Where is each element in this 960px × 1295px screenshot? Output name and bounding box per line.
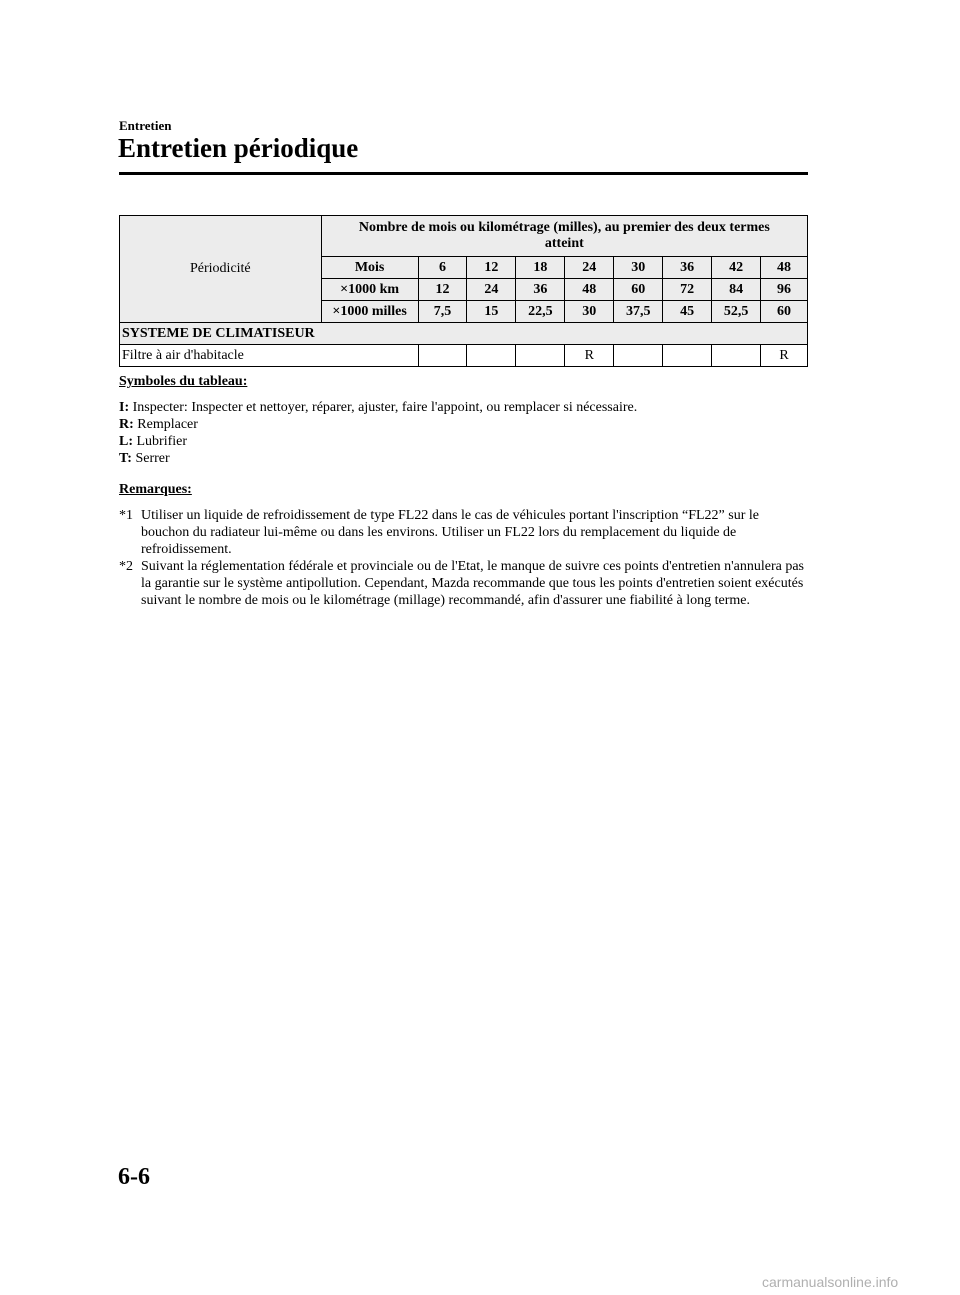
- row-label: ×1000 km: [321, 279, 418, 301]
- section-label: Entretien: [119, 118, 172, 133]
- list-item: [119, 558, 819, 609]
- legend-text: Inspecter: Inspecter et nettoyer, réparer, ajuster, faire l'appoint, ou remplacer si nécessaire.: [132, 400, 638, 415]
- table-cell: 24: [565, 257, 614, 279]
- legend-text: Remplacer: [137, 417, 198, 432]
- table-cell: 48: [761, 257, 808, 279]
- legend-symbol: R:: [119, 417, 134, 432]
- table-cell: 84: [712, 279, 761, 301]
- table-cell: 18: [516, 257, 565, 279]
- row-label: ×1000 milles: [321, 301, 418, 323]
- legend-symbol: T:: [119, 451, 132, 466]
- table-cell: 6: [418, 257, 467, 279]
- table-cell: 30: [614, 257, 663, 279]
- section-row: [120, 323, 808, 345]
- list-item: [119, 416, 819, 433]
- table-cell: [663, 345, 712, 367]
- table-row: [120, 345, 808, 367]
- remarks-title: Remarques:: [119, 482, 192, 497]
- table-cell: [712, 345, 761, 367]
- maintenance-schedule-table: [119, 215, 808, 367]
- table-cell: 60: [614, 279, 663, 301]
- table-cell: 42: [712, 257, 761, 279]
- note-text: Utiliser un liquide de refroidissement de type FL22 dans le cas de véhicules portant l'inscription “FL22” sur le bouchon du radiateur lui-même ou dans les environs. Utiliser un FL22 lors du remplacement du liquide de refroidissement.: [141, 508, 759, 557]
- legend-symbol: L:: [119, 434, 133, 449]
- item-name: Filtre à air d'habitacle: [120, 345, 419, 367]
- note-number: *2: [119, 559, 133, 574]
- watermark: carmanualsonline.info: [762, 1274, 899, 1290]
- page-title: Entretien périodique: [118, 133, 359, 163]
- table-cell: 37,5: [614, 301, 663, 323]
- legend: [119, 373, 819, 467]
- section-heading: SYSTEME DE CLIMATISEUR: [120, 323, 808, 345]
- table-cell: R: [761, 345, 808, 367]
- table-cell: 24: [467, 279, 516, 301]
- table-cell: 22,5: [516, 301, 565, 323]
- table-cell: 48: [565, 279, 614, 301]
- table-cell: [418, 345, 467, 367]
- legend-title: Symboles du tableau:: [119, 374, 248, 389]
- title-rule: [119, 172, 808, 175]
- legend-text: Lubrifier: [136, 434, 188, 449]
- table-cell: R: [565, 345, 614, 367]
- table-cell: 72: [663, 279, 712, 301]
- note-number: *1: [119, 508, 133, 523]
- table-cell: 52,5: [712, 301, 761, 323]
- table-cell: 36: [663, 257, 712, 279]
- table-cell: 45: [663, 301, 712, 323]
- list-item: [119, 433, 819, 450]
- list-item: [119, 507, 819, 558]
- table-cell: 96: [761, 279, 808, 301]
- row-label: Mois: [321, 257, 418, 279]
- table-cell: 60: [761, 301, 808, 323]
- legend-text: Serrer: [135, 451, 170, 466]
- table-cell: 7,5: [418, 301, 467, 323]
- interval-caption: Nombre de mois ou kilométrage (milles), au premier des deux termes atteint: [321, 216, 807, 257]
- page-number: 6-6: [118, 1164, 150, 1190]
- table-cell: 36: [516, 279, 565, 301]
- list-item: [119, 450, 819, 467]
- note-text: Suivant la réglementation fédérale et provinciale ou de l'Etat, le manque de suivre ces points d'entretien n'annulera pas la garantie sur le système antipollution. Cependant, Mazda recommande que tous les points d'entretien soient exécutés suivant le nombre de mois ou le kilométrage (millage) recommandé, afin d'assurer une fiabilité à long terme.: [141, 559, 804, 608]
- table-cell: [516, 345, 565, 367]
- table-cell: 12: [467, 257, 516, 279]
- list-item: [119, 399, 819, 416]
- table-cell: 30: [565, 301, 614, 323]
- table-cell: 12: [418, 279, 467, 301]
- table-cell: 15: [467, 301, 516, 323]
- legend-symbol: I:: [119, 400, 130, 415]
- table-cell: [467, 345, 516, 367]
- table-cell: [614, 345, 663, 367]
- remarks: [119, 481, 819, 609]
- period-header: Périodicité: [120, 216, 322, 323]
